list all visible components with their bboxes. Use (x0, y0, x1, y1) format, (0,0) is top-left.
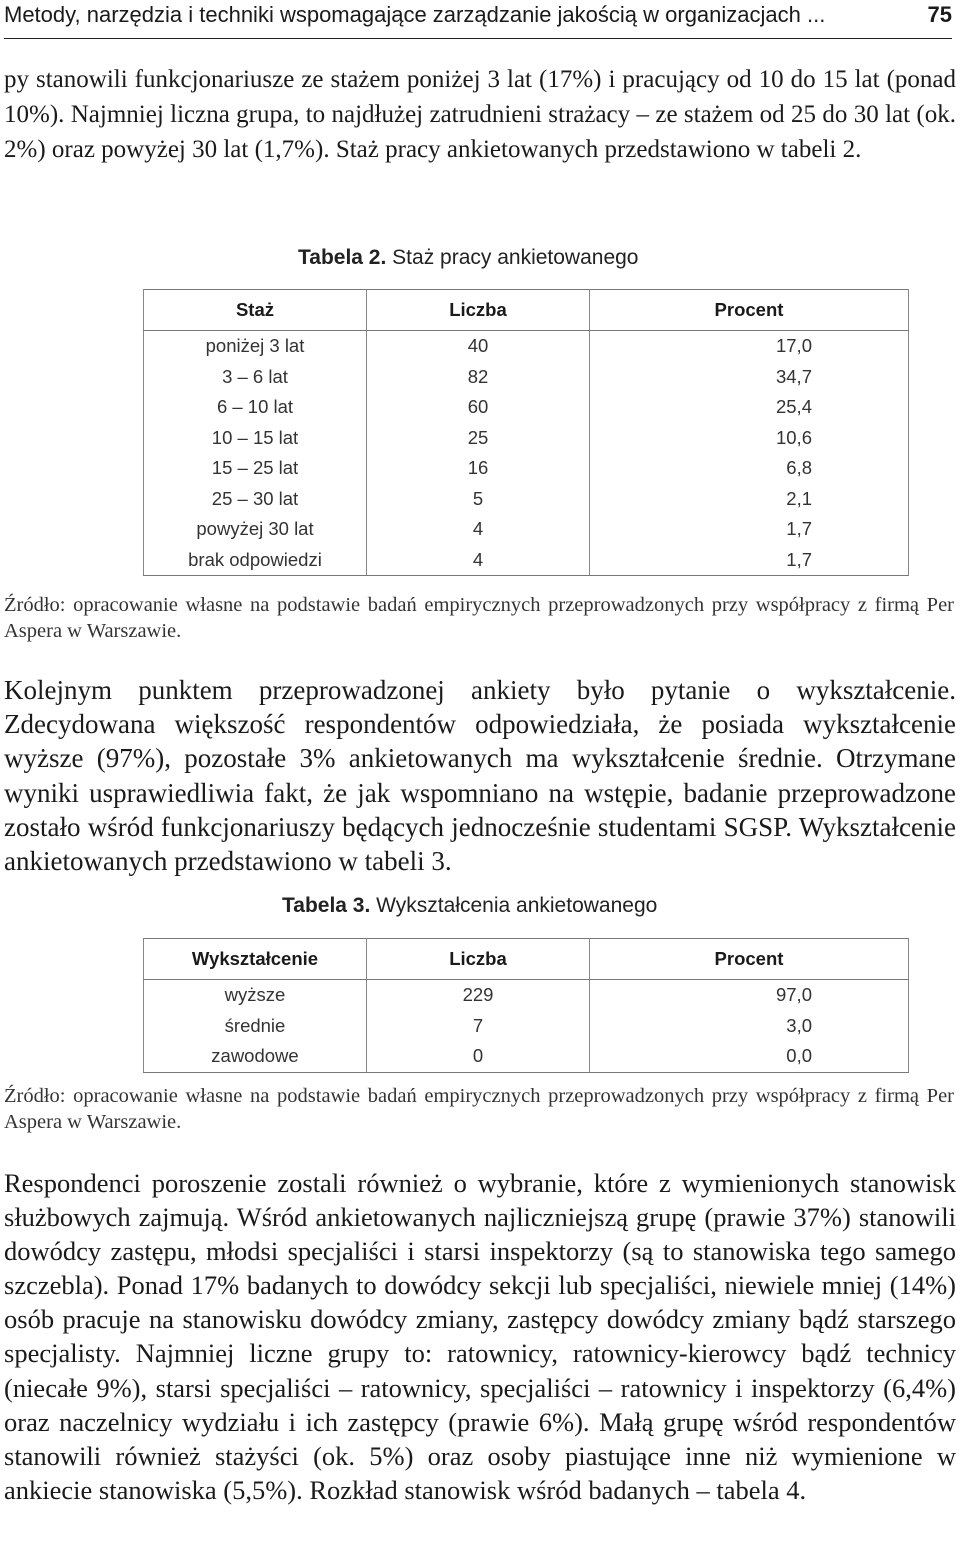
table-cell: 4 (367, 514, 590, 545)
table-cell: 229 (367, 980, 590, 1011)
table-cell: 97,0 (590, 980, 909, 1011)
table-header-row (144, 939, 909, 980)
table-cell: 6,8 (590, 453, 909, 484)
table-cell: 25 – 30 lat (144, 484, 367, 515)
table-cell: 34,7 (590, 362, 909, 393)
paragraph-work-experience: py stanowili funkcjonariusze ze stażem poniżej 3 lat (17%) i pracujący od 10 do 15 lat (ponad 10%). Najmniej liczna grupa, to najdłużej zatrudnieni strażacy – ze stażem od 25 do 30 lat (ok. 2%) oraz powyżej 30 lat (1,7%). Staż pracy ankietowanych przedstawiono w tabeli 2. (4, 66, 956, 163)
table3-source-note: Źródło: opracowanie własne na podstawie badań empirycznych przeprowadzonych przy współpracy z firmą Per Aspera w Warszawie. (4, 1085, 954, 1133)
table-row (144, 331, 909, 362)
table-cell: 0,0 (590, 1041, 909, 1072)
table-row (144, 362, 909, 393)
table-cell: 7 (367, 1011, 590, 1042)
table-cell: średnie (144, 1011, 367, 1042)
table-row (144, 514, 909, 545)
table-row (144, 392, 909, 423)
table-cell: 1,7 (590, 545, 909, 576)
table-row (144, 453, 909, 484)
table-row (144, 484, 909, 515)
table-cell: wyższe (144, 980, 367, 1011)
column-header: Wykształcenie (144, 939, 367, 980)
column-header: Liczba (367, 939, 590, 980)
column-header: Liczba (367, 290, 590, 331)
table-work-experience (143, 289, 909, 576)
table-cell: 3 – 6 lat (144, 362, 367, 393)
table2-label: Tabela 2. (298, 246, 387, 269)
page-number: 75 (927, 2, 952, 27)
table-cell: 82 (367, 362, 590, 393)
table-cell: 10 – 15 lat (144, 423, 367, 454)
table-cell: zawodowe (144, 1041, 367, 1072)
column-header: Procent (590, 290, 909, 331)
table-cell: 16 (367, 453, 590, 484)
table-cell: 40 (367, 331, 590, 362)
column-header: Procent (590, 939, 909, 980)
table3-caption (282, 894, 657, 918)
table-cell: 60 (367, 392, 590, 423)
table2-caption (298, 246, 639, 270)
paragraph-positions: Respondenci poroszenie zostali również o wybranie, które z wymienionych stanowisk służbowych zajmują. Wśród ankietowanych najliczniejszą grupę (prawie 37%) stanowili dowódcy zastępu, młodsi specjaliści i starsi inspektorzy (są to stanowiska tego samego szczebla). Ponad 17% badanych to dowódcy sekcji lub specjaliści, niewiele mniej (14%) osób pracuje na stanowisku dowódcy zmiany, zastępcy dowódcy zmiany bądź starszego specjalisty. Najmniej liczne grupy to: ratownicy, ratownicy-kierowcy bądź technicy (niecałe 9%), starsi specjaliści – ratownicy, specjaliści – ratownicy i inspektorzy (6,4%) oraz naczelnicy wydziału i ich zastępcy (prawie 6%). Małą grupę wśród respondentów stanowili również stażyści (ok. 5%) oraz osoby piastujące inne niż wymienione w ankiecie stanowiska (5,5%). Rozkład stanowisk wśród badanych – tabela 4. (4, 1168, 956, 1505)
table-cell: brak odpowiedzi (144, 545, 367, 576)
table-row (144, 1011, 909, 1042)
table-row (144, 423, 909, 454)
table-cell: 5 (367, 484, 590, 515)
table-cell: 4 (367, 545, 590, 576)
table-cell: 6 – 10 lat (144, 392, 367, 423)
table-cell: 25 (367, 423, 590, 454)
table-cell: 15 – 25 lat (144, 453, 367, 484)
column-header: Staż (144, 290, 367, 331)
table-cell: 10,6 (590, 423, 909, 454)
table-cell: 3,0 (590, 1011, 909, 1042)
table-cell: powyżej 30 lat (144, 514, 367, 545)
paragraph-education: Kolejnym punktem przeprowadzonej ankiety było pytanie o wykształcenie. Zdecydowana większość respondentów odpowiedziała, że posiada wykształcenie wyższe (97%), pozostałe 3% ankietowanych ma wykształcenie średnie. Otrzymane wyniki usprawiedliwia fakt, że jak wspomniano na wstępie, badanie przeprowadzone zostało wśród funkcjonariuszy będących jednocześnie studentami SGSP. Wykształcenie ankietowanych przedstawiono w tabeli 3. (4, 675, 956, 877)
table-header-row (144, 290, 909, 331)
running-header (4, 0, 952, 39)
table2-title: Staż pracy ankietowanego (392, 246, 639, 269)
table-row (144, 980, 909, 1011)
table-row (144, 1041, 909, 1072)
table3-label: Tabela 3. (282, 894, 371, 917)
table-row (144, 545, 909, 576)
table-cell: 25,4 (590, 392, 909, 423)
table2-source-note: Źródło: opracowanie własne na podstawie badań empirycznych przeprowadzonych przy współpracy z firmą Per Aspera w Warszawie. (4, 594, 954, 642)
header-title: Metody, narzędzia i techniki wspomagające zarządzanie jakością w organizacjach ... (4, 2, 826, 27)
table-cell: 2,1 (590, 484, 909, 515)
table-cell: poniżej 3 lat (144, 331, 367, 362)
table3-title: Wykształcenia ankietowanego (376, 894, 658, 917)
table-cell: 1,7 (590, 514, 909, 545)
table-cell: 17,0 (590, 331, 909, 362)
table-cell: 0 (367, 1041, 590, 1072)
table-education (143, 938, 909, 1073)
